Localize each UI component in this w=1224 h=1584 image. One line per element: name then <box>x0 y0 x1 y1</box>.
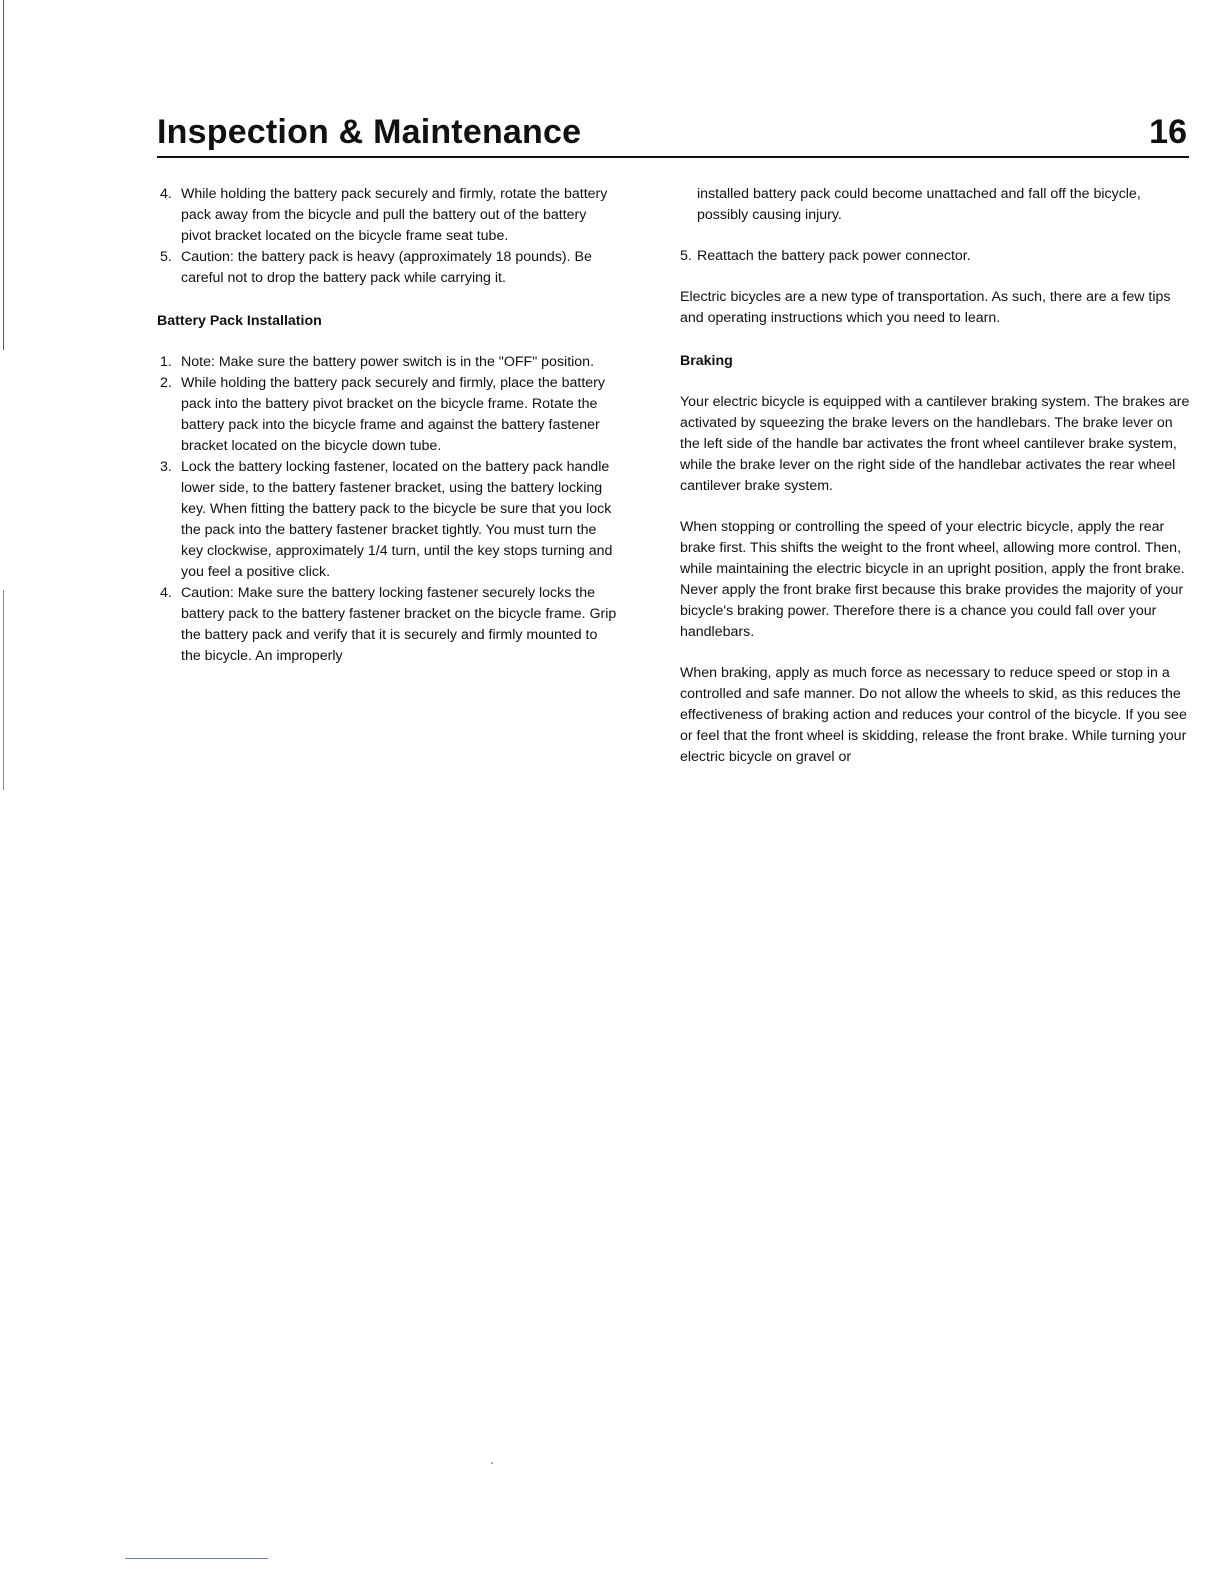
list-item <box>157 457 617 583</box>
left-column <box>157 184 617 667</box>
list-number: 4. <box>160 186 172 202</box>
scan-speck <box>491 1462 493 1464</box>
installation-heading: Battery Pack Installation <box>157 313 322 329</box>
braking-paragraph-1: Your electric bicycle is equipped with a cantilever braking system. The brakes are activated by squeezing the brake levers on the handlebars. The brake lever on the left side of the handle bar activates the front wheel cantilever brake system, while the brake lever on the right side of the handlebar activates the rear wheel cantilever brake system. <box>680 394 1190 494</box>
list-text: Reattach the battery pack power connector. <box>697 248 971 264</box>
list-number: 5. <box>680 248 692 264</box>
list-text: While holding the battery pack securely and firmly, rotate the battery pack away from the bicycle and pull the battery out of the battery pivot bracket located on the bicycle frame seat tube. <box>181 186 608 244</box>
list-item <box>157 247 617 289</box>
page-number: 16 <box>1149 113 1187 151</box>
installation-steps-list <box>157 352 617 667</box>
list-number: 2. <box>160 375 172 391</box>
list-text: While holding the battery pack securely and firmly, place the battery pack into the battery pivot bracket on the bicycle frame. Rotate the battery pack into the bicycle frame and against the battery fastener bracket located on the bicycle down tube. <box>181 375 605 454</box>
list-text: Caution: the battery pack is heavy (approximately 18 pounds). Be careful not to drop the battery pack while carrying it. <box>181 249 592 286</box>
list-text: Note: Make sure the battery power switch is in the "OFF" position. <box>181 354 595 370</box>
list-item <box>157 583 617 667</box>
braking-heading: Braking <box>680 353 733 369</box>
list-item <box>680 246 1195 267</box>
list-item <box>157 184 617 247</box>
scan-edge-line-top <box>3 0 4 350</box>
list-number: 5. <box>160 249 172 265</box>
page-title: Inspection & Maintenance <box>157 113 582 151</box>
list-number: 4. <box>160 585 172 601</box>
page-header <box>157 108 1189 158</box>
right-column <box>680 184 1195 768</box>
braking-paragraph-2: When stopping or controlling the speed of your electric bicycle, apply the rear brake first. This shifts the weight to the front wheel, allowing more control. Then, while maintaining the electric bicycle in an upright position, apply the front brake. Never apply the front brake first because this brake provides the majority of your bicycle's braking power. Therefore there is a chance you could fall over your handlebars. <box>680 519 1185 640</box>
footer-rule <box>125 1558 268 1559</box>
braking-paragraph-3: When braking, apply as much force as necessary to reduce speed or stop in a controlled and safe manner. Do not allow the wheels to skid, as this reduces the effectiveness of braking action and reduces your control of the bicycle. If you see or feel that the front wheel is skidding, release the front brake. While turning your electric bicycle on gravel or <box>680 665 1187 765</box>
scan-edge-line-bottom <box>3 590 4 790</box>
list-number: 1. <box>160 354 172 370</box>
list-text: Caution: Make sure the battery locking fastener securely locks the battery pack to the battery fastener bracket on the bicycle frame. Grip the battery pack and verify that it is securely and firmly mounted to the bicycle. An improperly <box>181 585 617 664</box>
list-text: Lock the battery locking fastener, located on the battery pack handle lower side, to the battery fastener bracket, using the battery locking key. When fitting the battery pack to the bicycle be sure that you lock the pack into the battery fastener bracket tightly. You must turn the key clockwise, approximately 1/4 turn, until the key stops turning and you feel a positive click. <box>181 459 613 580</box>
removal-steps-list <box>157 184 617 289</box>
list-item <box>157 352 617 373</box>
list-item <box>157 373 617 457</box>
list-number: 3. <box>160 459 172 475</box>
continuation-text: installed battery pack could become unattached and fall off the bicycle, possibly causing injury. <box>697 186 1141 223</box>
intro-paragraph: Electric bicycles are a new type of transportation. As such, there are a few tips and operating instructions which you need to learn. <box>680 289 1171 326</box>
